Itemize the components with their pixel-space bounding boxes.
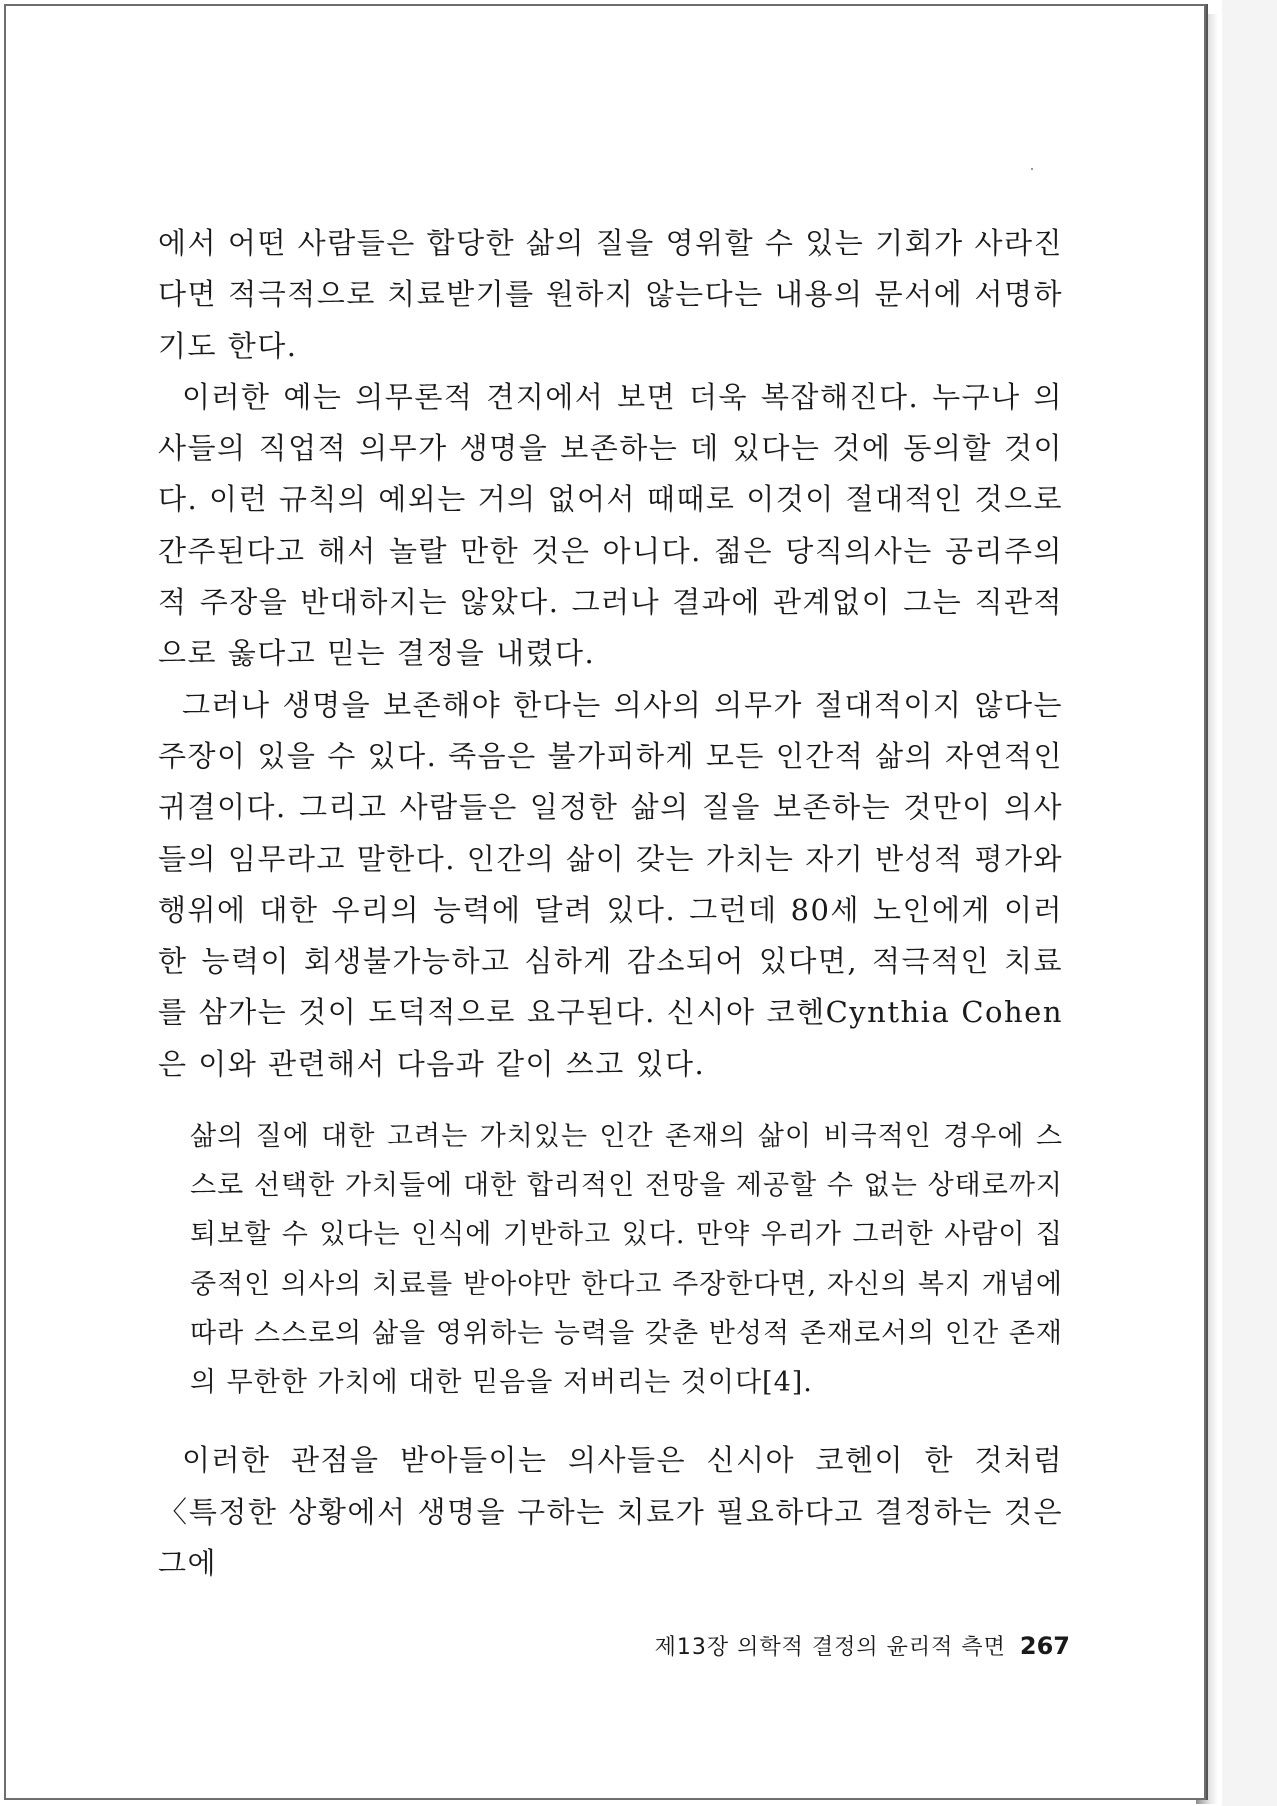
paragraph-4: 이러한 관점을 받아들이는 의사들은 신시아 코헨이 한 것처럼 〈특정한 상황에서 생명을 구하는 치료가 필요하다고 결정하는 것은 그에 [158,1443,1063,1580]
paragraph-1: 에서 어떤 사람들은 합당한 삶의 질을 영위할 수 있는 기회가 사라진 다면 적극적으로 치료받기를 원하지 않는다는 내용의 문서에 서명하기도 한다. [158,226,1063,363]
paragraph-2: 이러한 예는 의무론적 견지에서 보면 더욱 복잡해진다. 누구나 의사들의 직업적 의무가 생명을 보존하는 데 있다는 것에 동의할 것이다. 이런 규칙의 예외는 거의 없어서 때때로 이것이 절대적인 것으로 간주된다고 해서 놀랄 만한 것은 아니다. 젊은 당직의사는 공리주의적 주장을 반대하지는 않았다. 그러나 결과에 관계없이 그는 직관적으로 옳다고 믿는 결정을 내렸다. [158,379,1063,671]
block-quote: 삶의 질에 대한 고려는 가치있는 인간 존재의 삶이 비극적인 경우에 스스로 선택한 가치들에 대한 합리적인 전망을 제공할 수 없는 상태로까지 퇴보할 수 있다는 인식에 기반하고 있다. 만약 우리가 그러한 사람이 집중적인 의사의 치료를 받아야만 한다고 주장한다면, 자신의 복지 개념에 따라 스스로의 삶을 영위하는 능력을 갖춘 반성적 존재로서의 인간 존재의 무한한 가치에 대한 믿음을 저버리는 것이다[4]. [190,1121,1063,1399]
scan-speck [1031,168,1033,170]
paragraph-3: 그러나 생명을 보존해야 한다는 의사의 의무가 절대적이지 않다는 주장이 있을 수 있다. 죽음은 불가피하게 모든 인간적 삶의 자연적인 귀결이다. 그리고 사람들은 일정한 삶의 질을 보존하는 것만이 의사들의 임무라고 말한다. 인간의 삶이 갖는 가치는 자기 반성적 평가와 행위에 대한 우리의 능력에 달려 있다. 그런데 80세 노인에게 이러한 능력이 회생불가능하고 심하게 감소되어 있다면, 적극적인 치료를 삼가는 것이 도덕적으로 요구된다. 신시아 코헨Cynthia Cohen은 이와 관련해서 다음과 같이 쓰고 있다. [158,687,1063,1081]
page-footer [640,1630,1070,1661]
background-margin [1222,0,1277,1806]
page-edge [1206,4,1208,1800]
running-footer-chapter: 제13장 의학적 결정의 윤리적 측면 [654,1635,1006,1660]
page-number: 267 [1019,1632,1070,1660]
page-body [158,218,1063,1589]
